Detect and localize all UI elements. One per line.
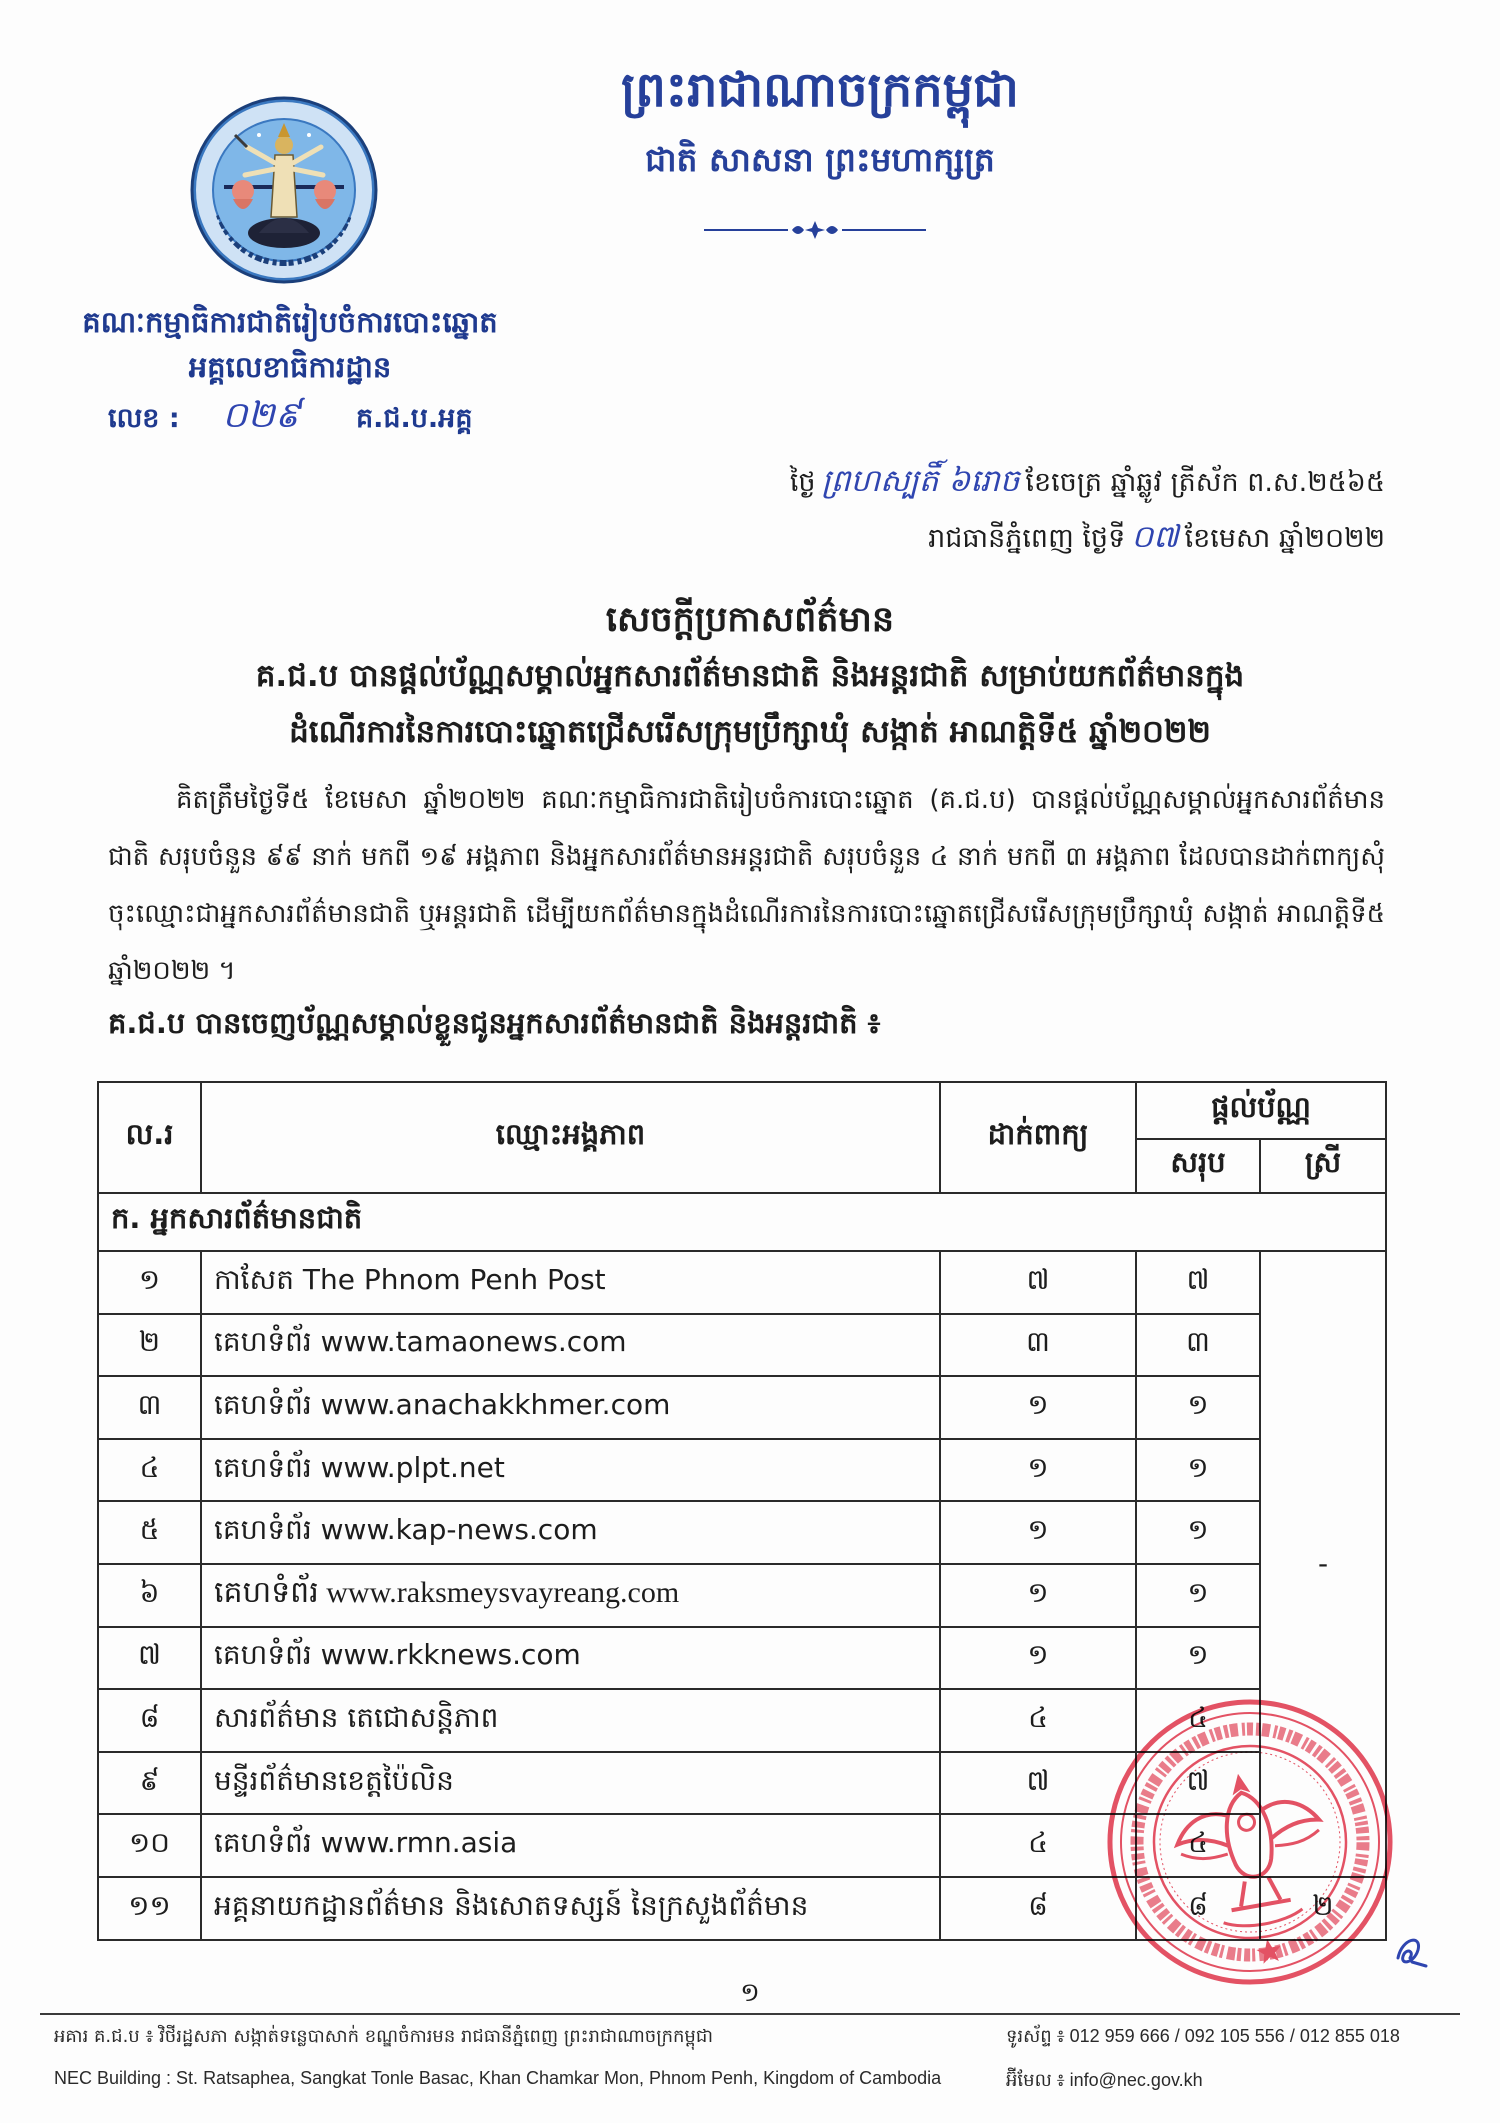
cell-applied: ៣ <box>940 1314 1136 1377</box>
table-row <box>98 1376 1386 1439</box>
column-header-no: ល.រ <box>98 1082 201 1193</box>
handwritten-initials-icon <box>1390 1928 1432 1974</box>
footer-address-english: NEC Building : St. Ratsaphea, Sangkat Tonle Basac, Khan Chamkar Mon, Phnom Penh, Kingdom of Cambodia <box>54 2068 942 2088</box>
table-row <box>98 1314 1386 1377</box>
cell-no: ១១ <box>98 1877 201 1940</box>
cell-name: សារព័ត៌មាន តេជោសន្តិភាព <box>201 1689 940 1752</box>
table-row <box>98 1251 1386 1314</box>
cell-no: ៧ <box>98 1627 201 1690</box>
cell-issued: ១ <box>1136 1627 1260 1690</box>
lunar-date-handwritten: ព្រហស្បតិ៍ ៦រោច <box>821 463 1020 499</box>
cell-name: មន្ទីរព័ត៌មានខេត្តប៉ៃលិន <box>201 1752 940 1815</box>
nec-emblem-icon <box>189 95 379 285</box>
solar-date-prefix: រាជធានីភ្នំពេញ ថ្ងៃទី <box>928 523 1126 554</box>
cell-female: ២ <box>1260 1877 1386 1940</box>
reference-label: លេខ : <box>108 403 180 434</box>
cell-name: គេហទំព័រ www.kap-news.com <box>201 1501 940 1564</box>
cell-applied: ៤ <box>940 1689 1136 1752</box>
cell-name: គេហទំព័រ www.rkknews.com <box>201 1627 940 1690</box>
ornament-divider-icon <box>700 218 930 242</box>
cell-applied: ១ <box>940 1501 1136 1564</box>
subtitle-line-1: គ.ជ.ប បានផ្តល់ប័ណ្ណសម្គាល់អ្នកសារព័ត៌មានជាតិ និងអន្តរជាតិ សម្រាប់យកព័ត៌មានក្នុង <box>255 658 1245 694</box>
footer-address-khmer: អគារ គ.ជ.ប ៖ វិថីរដ្ឋសភា សង្កាត់ទន្លេបាសាក់ ខណ្ឌចំការមន រាជធានីភ្នំពេញ ព្រះរាជាណាចក្រកម្ពុជា <box>54 2026 713 2047</box>
cell-applied: ១ <box>940 1564 1136 1627</box>
cell-name: គេហទំព័រ www.anachakkhmer.com <box>201 1376 940 1439</box>
column-header-issued: ផ្តល់ប័ណ្ណ <box>1136 1082 1386 1139</box>
cell-issued: ១ <box>1136 1376 1260 1439</box>
cell-no: ១ <box>98 1251 201 1314</box>
column-header-applied: ដាក់ពាក្យ <box>940 1082 1136 1193</box>
cell-issued: ៧ <box>1136 1251 1260 1314</box>
cell-applied: ៤ <box>940 1814 1136 1877</box>
cell-applied: ១ <box>940 1376 1136 1439</box>
footer-divider <box>40 2013 1460 2015</box>
cell-issued: ១ <box>1136 1439 1260 1502</box>
reference-code: គ.ជ.ប.អគ្គ <box>356 403 473 434</box>
cell-issued: ១ <box>1136 1564 1260 1627</box>
cell-name: គេហទំព័រ www.tamaonews.com <box>201 1314 940 1377</box>
cell-no: ៩ <box>98 1752 201 1815</box>
body-paragraph: គិតត្រឹមថ្ងៃទី៥ ខែមេសា ឆ្នាំ២០២២ គណៈកម្មាធិការជាតិរៀបចំការបោះឆ្នោត (គ.ជ.ប) បានផ្តល់ប័ណ្ណសម្គាល់អ្នកសារព័ត៌មានជាតិ សរុបចំនួន ៩៩ នាក់ មកពី ១៩ អង្គភាព និងអ្នកសារព័ត៌មានអន្តរជាតិ សរុបចំនួន ៤ នាក់ មកពី ៣ អង្គភាព ដែលបានដាក់ពាក្យសុំចុះឈ្មោះជាអ្នកសារព័ត៌មានជាតិ ឬអន្តរជាតិ ដើម្បីយកព័ត៌មានក្នុងដំណើរការនៃការបោះឆ្នោតជ្រើសរើសក្រុមប្រឹក្សាឃុំ សង្កាត់ អាណត្តិទី៥ ឆ្នាំ២០២២ ។ <box>108 785 1385 986</box>
kingdom-heading: ព្រះរាជាណាចក្រកម្ពុជា <box>621 62 1019 118</box>
cell-name: អគ្គនាយកដ្ឋានព័ត៌មាន និងសោតទស្សន៍ នៃក្រសួងព័ត៌មាន <box>201 1877 940 1940</box>
table-header-row <box>98 1082 1386 1139</box>
cell-issued: ៤ <box>1136 1689 1260 1752</box>
cell-name: កាសែត The Phnom Penh Post <box>201 1251 940 1314</box>
column-header-issued-female: ស្រី <box>1260 1139 1386 1193</box>
footer-phone: ទូរស័ព្ទ ៖ 012 959 666 / 092 105 556 / 012 855 018 <box>1006 2026 1400 2046</box>
table-row <box>98 1564 1386 1627</box>
cell-no: ៣ <box>98 1376 201 1439</box>
lunar-date-prefix: ថ្ងៃ <box>789 467 816 498</box>
cell-no: ៥ <box>98 1501 201 1564</box>
cell-no: ៦ <box>98 1564 201 1627</box>
cell-issued: ៨ <box>1136 1877 1260 1940</box>
footer-email: អ៊ីមែល ៖ info@nec.gov.kh <box>1006 2070 1203 2090</box>
cell-applied: ៧ <box>940 1251 1136 1314</box>
cell-issued: ៣ <box>1136 1314 1260 1377</box>
cell-issued: ៧ <box>1136 1752 1260 1815</box>
table-row <box>98 1627 1386 1690</box>
table-row <box>98 1501 1386 1564</box>
lunar-date-line <box>485 462 1385 507</box>
reference-number: ០២៩ <box>222 395 301 436</box>
national-motto: ជាតិ សាសនា ព្រះមហាក្សត្រ <box>645 140 995 179</box>
cell-applied: ៨ <box>940 1877 1136 1940</box>
cell-name: គេហទំព័រ www.rmn.asia <box>201 1814 940 1877</box>
official-seal-icon <box>1100 1692 1400 1992</box>
cell-issued: ១ <box>1136 1501 1260 1564</box>
page-number: ១ <box>740 1978 760 2008</box>
column-header-name: ឈ្មោះអង្គភាព <box>201 1082 940 1193</box>
cell-female-merged: - <box>1260 1251 1386 1877</box>
table-section-row <box>98 1193 1386 1251</box>
table-intro: គ.ជ.ប បានចេញប័ណ្ណសម្គាល់ខ្លួនជូនអ្នកសារព័ត៌មានជាតិ និងអន្តរជាតិ ៖ <box>108 1006 881 1040</box>
subtitle-line-2: ដំណើរការនៃការបោះឆ្នោតជ្រើសរើសក្រុមប្រឹក្សាឃុំ សង្កាត់ អាណត្តិទី៥ ឆ្នាំ២០២២ <box>289 714 1211 750</box>
column-header-issued-total: សរុប <box>1136 1139 1260 1193</box>
lunar-date-rest: ខែចេត្រ ឆ្នាំឆ្លូវ ត្រីស័ក ព.ស.២៥៦៥ <box>1025 467 1385 498</box>
cell-applied: ៧ <box>940 1752 1136 1815</box>
cell-no: ៨ <box>98 1689 201 1752</box>
cell-name: គេហទំព័រ www.raksmeysvayreang.com <box>201 1564 940 1627</box>
document-title: សេចក្តីប្រកាសព័ត៌មាន <box>605 600 895 640</box>
section-title: ក. អ្នកសារព័ត៌មានជាតិ <box>98 1193 1386 1251</box>
solar-date-rest: ខែមេសា ឆ្នាំ២០២២ <box>1184 523 1385 554</box>
cell-no: ២ <box>98 1314 201 1377</box>
cell-issued: ៤ <box>1136 1814 1260 1877</box>
table-row <box>98 1439 1386 1502</box>
cell-no: ១០ <box>98 1814 201 1877</box>
solar-date-handwritten: ០៧ <box>1131 519 1179 555</box>
agency-department: អគ្គលេខាធិការដ្ឋាន <box>188 350 392 384</box>
cell-no: ៤ <box>98 1439 201 1502</box>
cell-applied: ១ <box>940 1439 1136 1502</box>
solar-date-line <box>485 518 1385 563</box>
cell-applied: ១ <box>940 1627 1136 1690</box>
agency-name: គណៈកម្មាធិការជាតិរៀបចំការបោះឆ្នោត <box>82 305 498 339</box>
cell-name: គេហទំព័រ www.plpt.net <box>201 1439 940 1502</box>
